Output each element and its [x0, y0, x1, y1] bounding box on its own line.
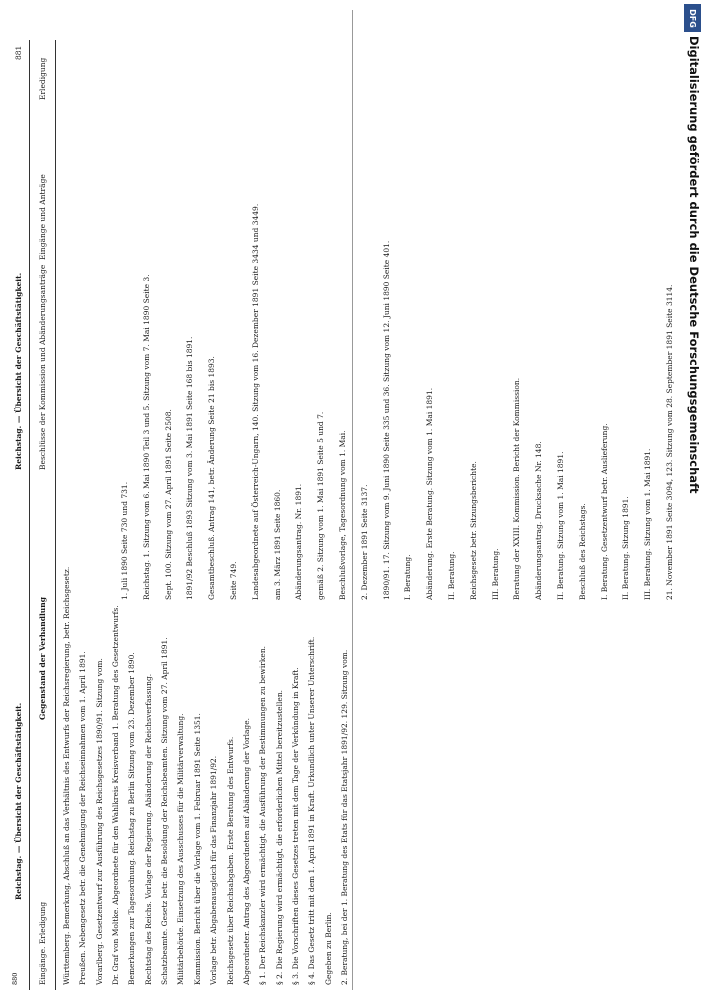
- left-body-line: § 1. Der Reichskanzler wird ermächtigt, die Ausführung der Bestimmungen zu bewirken.: [258, 645, 268, 985]
- right-body-line: Abänderungsantrag. Drucksache Nr. 148.: [534, 441, 544, 600]
- right-body-line: Beschlußvorlage, Tagesordnung vom 1. Mai.: [338, 430, 347, 600]
- left-body-line: Dr. Graf von Moltke. Abgeordnete für den Wahlkreis Kreisverband 1. Beratung des Gesetzentwurfs.: [111, 605, 121, 985]
- left-body-line: Bemerkungen zur Tagesordnung. Reichstag zu Berlin Sitzung vom 23. Dezember 1890.: [127, 652, 137, 985]
- left-body-line: § 4. Das Gesetz tritt mit dem 1. April 1891 in Kraft. Urkundlich unter Unserer Unterschrift.: [307, 636, 317, 985]
- left-body-line: Gegeben zu Berlin.: [323, 912, 333, 985]
- left-column-label: Eingänge. Erledigung: [38, 901, 47, 985]
- right-body-line: Abänderung. Erste Beratung. Sitzung vom 1. Mai 1891.: [425, 387, 435, 600]
- page-gutter: [352, 10, 353, 990]
- left-body-line: 2. Beratung, bei der 1. Beratung des Etats für das Etatsjahr 1891/92. 129. Sitzung vom.: [340, 649, 349, 985]
- right-col1-label: Beschlüsse der Kommission und Abänderungsanträge: [38, 264, 47, 470]
- left-body-line: Kommission. Bericht über die Vorlage vom 1. Februar 1891 Seite 1351.: [192, 713, 202, 985]
- left-body-line: Rechtstag des Reichs. Vorlage der Regierung. Abänderung der Reichsverfassung.: [143, 673, 153, 985]
- right-body-line: 2. Dezember 1891 Seite 3137.: [359, 484, 369, 600]
- left-header-rule: [29, 40, 30, 990]
- right-body-line: Beschluß des Reichstags.: [577, 503, 587, 600]
- right-body-line: Reichstag. 1. Sitzung vom 6. Mai 1890 Teil 3 und 5. Sitzung vom 7. Mai 1890 Seite 3.: [141, 274, 151, 600]
- left-body-line: Reichsgesetz über Reichsabgaben. Erste Beratung des Entwurfs.: [225, 736, 235, 985]
- right-body-line: Gesamtbeschluß. Antrag 141, betr. Änderung Seite 21 bis 1893.: [207, 356, 217, 600]
- right-body-line: III. Beratung. Sitzung vom 1. Mai 1891.: [643, 448, 653, 600]
- left-body-line: Vorlage betr. Abgabenausgleich für das Finanzjahr 1891/92.: [209, 755, 219, 985]
- right-page-header: Reichstag. — Übersicht der Geschäftstätigkeit.: [14, 272, 23, 470]
- right-body-line: II. Beratung. Sitzung vom 1. Mai 1891.: [556, 451, 565, 600]
- left-body-line: Preußen. Nebengesetz betr. die Genehmigung der Reichseinnahmen vom 1. April 1891.: [78, 651, 88, 985]
- right-body-line: Abänderungsantrag. Nr. 1891.: [294, 483, 304, 600]
- dfg-logo: DFG: [684, 4, 701, 32]
- left-body-line: Abgeordneter. Antrag des Abgeordneten auf Abänderung der Vorlage.: [241, 717, 251, 985]
- left-body-line: § 2. Die Regierung wird ermächtigt, die erforderlichen Mittel bereitzustellen.: [274, 689, 284, 985]
- left-body-line: Militärbehörde. Einsetzung des Ausschusses für die Militärverwaltung.: [176, 713, 186, 985]
- left-body-line: § 3. Die Vorschriften dieses Gesetzes treten mit dem Tage der Verkündung in Kraft.: [290, 667, 300, 985]
- left-body-line: Schatzbeamte. Gesetz betr. die Besoldung der Reichsbeamten. Sitzung vom 27. April 1891.: [160, 637, 170, 985]
- right-body-line: 1890/91. 17. Sitzung vom 9. Juni 1890 Seite 335 und 36. Sitzung vom 12. Juni 1890 Seite 401.: [381, 240, 391, 600]
- right-body-line: Sept. 100. Sitzung vom 27. April 1891 Seite 2508.: [163, 409, 173, 600]
- right-page-number-top: 881: [14, 45, 23, 60]
- right-body-line: 1891/92 Beschluß 1893 Sitzung vom 3. Mai 1891 Seite 168 bis 1891.: [185, 336, 195, 600]
- right-body-line: 21. November 1891 Seite 3094, 123. Sitzung vom 28. September 1891 Seite 3114.: [665, 284, 674, 600]
- left-body-line: Württemberg. Bemerkung, Abschluß an das Verhältnis des Entwurfs der Reichsregierung, betr. Reichsgesetz.: [62, 566, 71, 985]
- right-body-line: II. Beratung. Sitzung 1891.: [621, 496, 631, 600]
- left-page-header: Reichstag. — Übersicht der Geschäftstätigkeit.: [14, 702, 23, 900]
- right-body-line: I. Beratung. Gesetzentwurf betr. Auslieferung.: [599, 423, 609, 600]
- right-col3-label: Erledigung: [38, 57, 47, 100]
- left-page-number: 880: [11, 972, 19, 985]
- dfg-caption: Digitalisierung gefördert durch die Deutsche Forschungsgemeinschaft: [687, 36, 701, 494]
- right-col2-label: Eingänge und Anträge: [38, 174, 47, 260]
- right-body-line: II. Beratung.: [447, 551, 456, 600]
- right-body-line: am 3. März 1891 Seite 1860.: [272, 489, 282, 600]
- right-body-line: Beratung der XXIII. Kommission. Bericht der Kommission.: [512, 377, 522, 600]
- right-body-line: III. Beratung.: [490, 548, 500, 600]
- right-body-line: Reichsgesetz betr. Sitzungsberichte.: [468, 461, 478, 600]
- left-section-title: Gegenstand der Verhandlung: [38, 597, 47, 720]
- right-body-line: Seite 749.: [229, 561, 238, 600]
- left-columns-rule: [55, 40, 56, 990]
- left-body-line: Vorarlberg. Gesetzentwurf zur Ausführung des Reichsgesetzes 1890/91. Sitzung vom.: [94, 658, 104, 985]
- right-body-line: gemäß 2. Sitzung vom 1. Mai 1891 Seite 5 und 7.: [316, 411, 326, 600]
- right-body-line: Landesabgeordnete auf Österreich-Ungarn, 140. Sitzung vom 16. Dezember 1891 Seite 3434 und 3449.: [250, 203, 260, 600]
- right-body-line: I. Beratung.: [403, 554, 413, 600]
- right-body-line: 1. Juli 1890 Seite 730 und 731.: [120, 481, 129, 600]
